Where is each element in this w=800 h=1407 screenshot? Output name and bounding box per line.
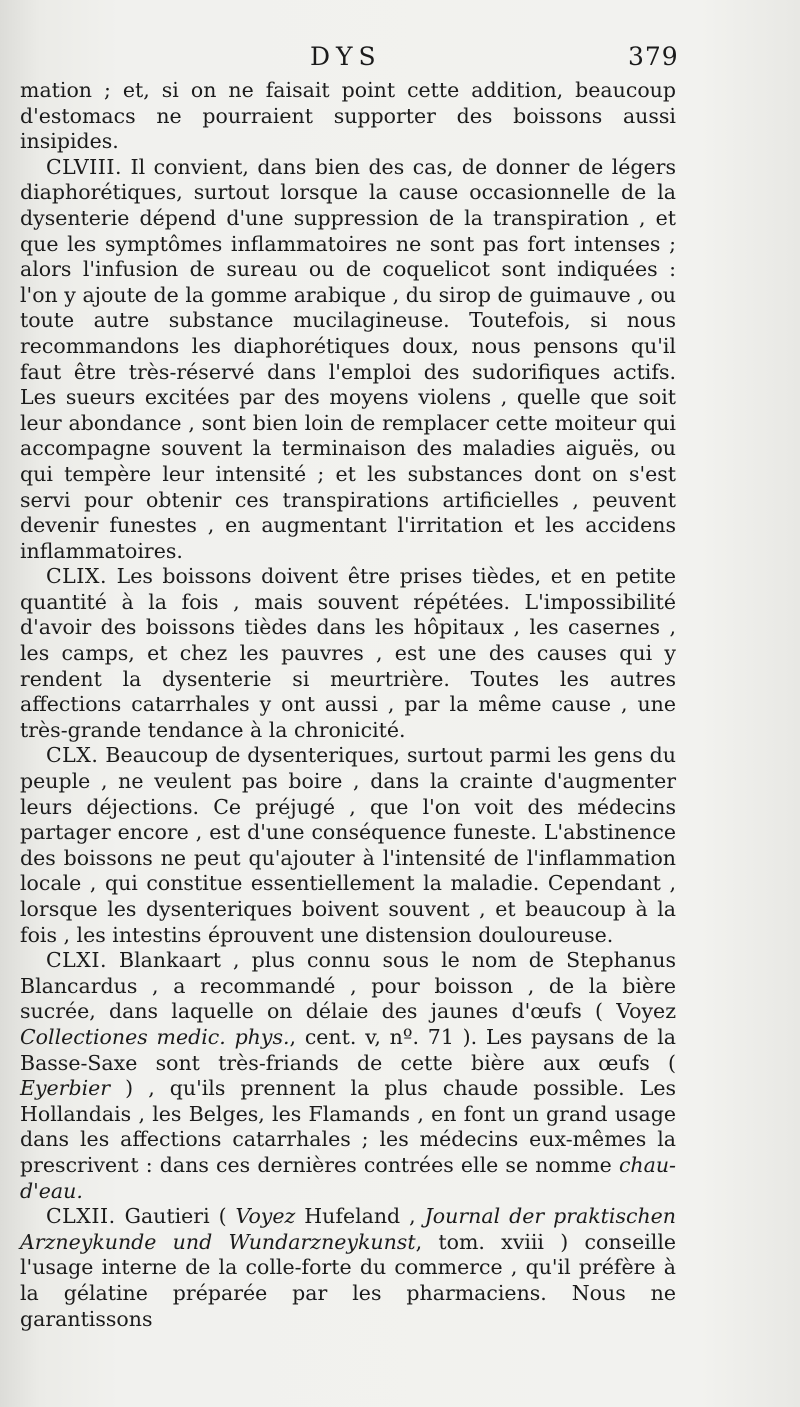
body-text [20, 78, 676, 1332]
italic-term: chau-d'eau. [20, 1152, 676, 1203]
text-segment: Blankaart , plus connu sous le nom de Stephanus Blancardus , a recommandé , pour boisson , de la bière sucrée, dans laquelle on délaie des jaunes d'œufs ( Voyez [20, 948, 676, 1024]
section-numeral: CLVIII. [46, 154, 122, 179]
text-segment: Les boissons doivent être prises tièdes, et en petite quantité à la fois , mais souvent répétées. L'impossibilité d'avoir des boissons tièdes dans les hôpitaux , les casernes , les camps, et chez les pauvres , est une des causes qui y rendent la dysenterie si meurtrière. Toutes les autres affections catarrhales y ont aussi , par la même cause , une très-grande tendance à la chronicité. [20, 564, 676, 742]
text-segment: ) , qu'ils prennent la plus chaude possible. Les Hollandais , les Belges, les Flamands , en font un grand usage dans les affections catarrhales ; les médecins eux-mêmes la prescrivent : dans ces dernières contrées elle se nomme [20, 1076, 676, 1177]
italic-citation: Collectiones medic. phys. [20, 1024, 290, 1049]
running-head: DYS [310, 42, 382, 71]
paragraph [20, 1204, 676, 1332]
text-segment: mation ; et, si on ne faisait point cette addition, beaucoup d'estomacs ne pourraient supporter des boissons aussi insipides. [20, 78, 676, 154]
page-header [0, 42, 800, 82]
text-segment: , tom. xviii ) conseille l'usage interne de la colle-forte du commerce , qu'il préfère à la gélatine préparée par les pharmaciens. Nous ne garantissons [20, 1229, 677, 1331]
paragraph [20, 948, 676, 1204]
section-numeral: CLXII. [46, 1204, 116, 1229]
italic-term: Eyerbier [20, 1076, 111, 1101]
section-numeral: CLX. [46, 743, 99, 768]
text-segment: Il convient, dans bien des cas, de donner de légers diaphorétiques, surtout lorsque la cause occasionnelle de la dysenterie dépend d'une suppression de la transpiration , et que les symptômes inflammatoires ne sont pas fort intenses ; alors l'infusion de sureau ou de coquelicot sont indiquées : l'on y ajoute de la gomme arabique , du sirop de guimauve , ou toute autre substance mucilagineuse. Toutefois, si nous recommandons les diaphorétiques doux, nous pensons qu'il faut être très-réservé dans l'emploi des sudorifiques actifs. Les sueurs excitées par des moyens violens , quelle que soit leur abondance , sont bien loin de remplacer cette moiteur qui accompagne souvent la terminaison des maladies aiguës, ou qui tempère leur intensité ; et les substances dont on s'est servi pour obtenir ces transpirations artificielles , peuvent devenir funestes , en augmentant l'irritation et les accidens inflammatoires. [20, 154, 676, 563]
paragraph [20, 78, 676, 155]
page-number: 379 [628, 42, 679, 71]
section-numeral: CLIX. [46, 564, 108, 589]
paragraph [20, 564, 676, 743]
text-segment: Gautieri ( [124, 1204, 236, 1229]
italic-citation: Journal der praktischen Arzneykunde und Wundarzneykunst [20, 1204, 676, 1254]
text-segment: , cent. v, nº. 71 ). Les paysans de la Basse-Saxe sont très-friands de cette bière aux œufs ( [20, 1024, 676, 1075]
text-segment: Hufeland , [295, 1204, 425, 1229]
italic-term: Voyez [235, 1204, 296, 1229]
text-segment: Beaucoup de dysenteriques, surtout parmi les gens du peuple , ne veulent pas boire , dans la crainte d'augmenter leurs déjections. Ce préjugé , que l'on voit des médecins partager encore , est d'une conséquence funeste. L'abstinence des boissons ne peut qu'ajouter à l'intensité de l'inflammation locale , qui constitue essentiellement la maladie. Cependant , lorsque les dysenteriques boivent souvent , et beaucoup à la fois , les intestins éprouvent une distension douloureuse. [20, 743, 676, 947]
paragraph [20, 155, 676, 565]
paragraph [20, 743, 676, 948]
section-numeral: CLXI. [46, 948, 108, 973]
